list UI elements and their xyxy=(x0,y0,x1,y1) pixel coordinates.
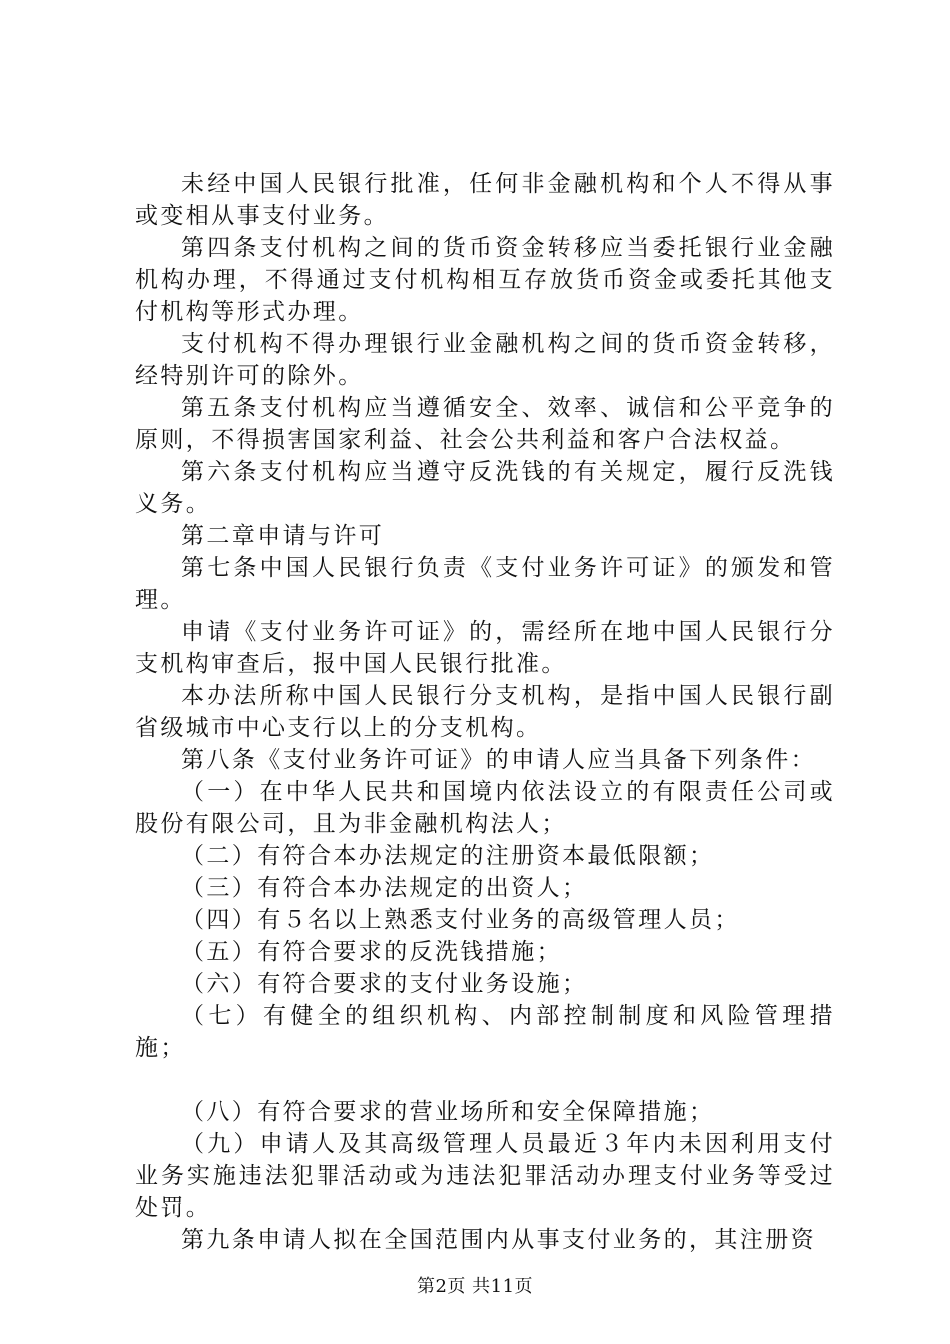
list-item: （九）申请人及其高级管理人员最近３年内未因利用支付业务实施违法犯罪活动或为违法犯罪活动办理支付业务等受过处罚。 xyxy=(135,1131,835,1221)
list-item: （七）有健全的组织机构、内部控制制度和风险管理措施； xyxy=(135,1003,835,1061)
paragraph: 第六条支付机构应当遵守反洗钱的有关规定，履行反洗钱义务。 xyxy=(135,459,835,517)
document-body xyxy=(135,168,835,1256)
paragraph: 本办法所称中国人民银行分支机构，是指中国人民银行副省级城市中心支行以上的分支机构。 xyxy=(135,683,835,741)
list-item: （六）有符合要求的支付业务设施； xyxy=(181,971,588,997)
paragraph: 第八条《支付业务许可证》的申请人应当具备下列条件： xyxy=(181,747,816,773)
list-item: （一）在中华人民共和国境内依法设立的有限责任公司或股份有限公司，且为非金融机构法人； xyxy=(135,779,835,837)
paragraph: 第四条支付机构之间的货币资金转移应当委托银行业金融机构办理，不得通过支付机构相互存放货币资金或委托其他支付机构等形式办理。 xyxy=(135,235,835,325)
paragraph: 第五条支付机构应当遵循安全、效率、诚信和公平竞争的原则，不得损害国家利益、社会公共利益和客户合法权益。 xyxy=(135,395,835,453)
list-item: （四）有５名以上熟悉支付业务的高级管理人员； xyxy=(181,907,740,933)
list-item: （二）有符合本办法规定的注册资本最低限额； xyxy=(181,843,715,869)
paragraph: 支付机构不得办理银行业金融机构之间的货币资金转移，经特别许可的除外。 xyxy=(135,331,835,389)
list-item: （八）有符合要求的营业场所和安全保障措施； xyxy=(181,1099,715,1125)
chapter-heading: 第二章申请与许可 xyxy=(181,523,385,549)
paragraph: 第九条申请人拟在全国范围内从事支付业务的，其注册资 xyxy=(181,1227,816,1253)
page-number-footer: 第2页 共11页 xyxy=(416,1276,534,1297)
paragraph: 申请《支付业务许可证》的，需经所在地中国人民银行分支机构审查后，报中国人民银行批准。 xyxy=(135,619,835,677)
list-item: （五）有符合要求的反洗钱措施； xyxy=(181,939,562,965)
list-item: （三）有符合本办法规定的出资人； xyxy=(181,875,588,901)
paragraph: 未经中国人民银行批准，任何非金融机构和个人不得从事或变相从事支付业务。 xyxy=(135,171,835,229)
paragraph: 第七条中国人民银行负责《支付业务许可证》的颁发和管理。 xyxy=(135,555,835,613)
